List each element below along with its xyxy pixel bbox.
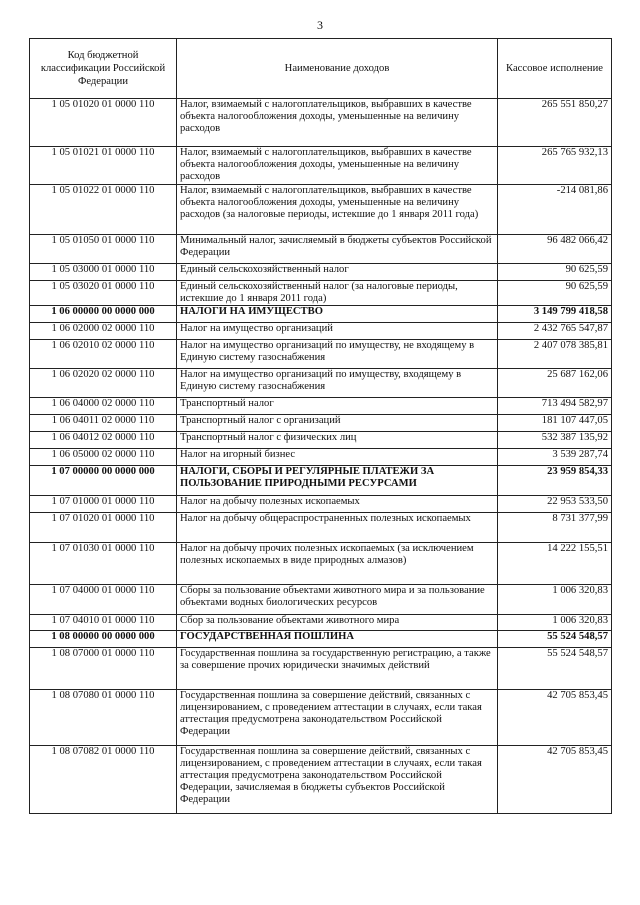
name-cell: Налог, взимаемый с налогоплательщиков, выбравших в качестве объекта налогообложения доходы, уменьшенные на величину расходов (за налоговые периоды, истекшие до 1 января 2011 года) (177, 185, 498, 235)
code-cell: 1 05 01020 01 0000 110 (30, 99, 177, 147)
name-cell: Налог на игорный бизнес (177, 449, 498, 466)
name-cell: НАЛОГИ НА ИМУЩЕСТВО (177, 306, 498, 323)
table-row (30, 185, 612, 235)
amount-cell: 22 953 533,50 (498, 496, 612, 513)
code-cell: 1 06 02020 02 0000 110 (30, 369, 177, 398)
table-row (30, 432, 612, 449)
name-cell: Транспортный налог с физических лиц (177, 432, 498, 449)
amount-cell: 14 222 155,51 (498, 543, 612, 585)
name-cell: Государственная пошлина за совершение действий, связанных с лицензированием, с проведением аттестации в случаях, если такая аттестация предусмотрена законодательством Российской Федерации, зачисляемая в бюджеты субъектов Российской Федерации (177, 746, 498, 814)
amount-cell: 1 006 320,83 (498, 615, 612, 631)
table-row (30, 615, 612, 631)
amount-cell: 90 625,59 (498, 264, 612, 281)
name-cell: Сборы за пользование объектами животного мира и за пользование объектами водных биологических ресурсов (177, 585, 498, 615)
table-row (30, 281, 612, 306)
table-row (30, 398, 612, 415)
name-cell: Налог, взимаемый с налогоплательщиков, выбравших в качестве объекта налогообложения доходы, уменьшенные на величину расходов (177, 99, 498, 147)
table-body (30, 99, 612, 814)
header-name: Наименование доходов (177, 39, 498, 99)
table-row (30, 648, 612, 690)
code-cell: 1 08 07082 01 0000 110 (30, 746, 177, 814)
table-row (30, 543, 612, 585)
table-row (30, 323, 612, 340)
table-row (30, 99, 612, 147)
name-cell: Минимальный налог, зачисляемый в бюджеты субъектов Российской Федерации (177, 235, 498, 264)
name-cell: Налог на добычу прочих полезных ископаемых (за исключением полезных ископаемых в виде природных алмазов) (177, 543, 498, 585)
name-cell: Налог на имущество организаций по имуществу, входящему в Единую систему газоснабжения (177, 369, 498, 398)
table-row (30, 690, 612, 746)
code-cell: 1 08 07000 01 0000 110 (30, 648, 177, 690)
name-cell: Налог на имущество организаций (177, 323, 498, 340)
code-cell: 1 05 01022 01 0000 110 (30, 185, 177, 235)
code-cell: 1 06 05000 02 0000 110 (30, 449, 177, 466)
name-cell: Транспортный налог (177, 398, 498, 415)
table-header-row (30, 39, 612, 99)
amount-cell: 23 959 854,33 (498, 466, 612, 496)
amount-cell: 3 539 287,74 (498, 449, 612, 466)
name-cell: Государственная пошлина за государственную регистрацию, а также за совершение прочих юридически значимых действий (177, 648, 498, 690)
code-cell: 1 05 01050 01 0000 110 (30, 235, 177, 264)
code-cell: 1 06 02010 02 0000 110 (30, 340, 177, 369)
code-cell: 1 08 00000 00 0000 000 (30, 631, 177, 648)
budget-revenue-table (29, 38, 612, 814)
amount-cell: 96 482 066,42 (498, 235, 612, 264)
header-amount: Кассовое исполнение (498, 39, 612, 99)
amount-cell: 8 731 377,99 (498, 513, 612, 543)
amount-cell: 532 387 135,92 (498, 432, 612, 449)
code-cell: 1 07 04000 01 0000 110 (30, 585, 177, 615)
code-cell: 1 05 03020 01 0000 110 (30, 281, 177, 306)
name-cell: Налог на имущество организаций по имуществу, не входящему в Единую систему газоснабжения (177, 340, 498, 369)
amount-cell: 2 432 765 547,87 (498, 323, 612, 340)
name-cell: Налог, взимаемый с налогоплательщиков, выбравших в качестве объекта налогообложения доходы, уменьшенные на величину расходов (177, 147, 498, 185)
name-cell: Единый сельскохозяйственный налог (за налоговые периоды, истекшие до 1 января 2011 года) (177, 281, 498, 306)
table-row (30, 264, 612, 281)
table-row (30, 466, 612, 496)
amount-cell: 90 625,59 (498, 281, 612, 306)
code-cell: 1 07 01000 01 0000 110 (30, 496, 177, 513)
code-cell: 1 07 01020 01 0000 110 (30, 513, 177, 543)
table-row (30, 415, 612, 432)
name-cell: Налог на добычу общераспространенных полезных ископаемых (177, 513, 498, 543)
code-cell: 1 08 07080 01 0000 110 (30, 690, 177, 746)
amount-cell: 3 149 799 418,58 (498, 306, 612, 323)
amount-cell: 42 705 853,45 (498, 690, 612, 746)
code-cell: 1 06 04011 02 0000 110 (30, 415, 177, 432)
amount-cell: 55 524 548,57 (498, 648, 612, 690)
name-cell: Налог на добычу полезных ископаемых (177, 496, 498, 513)
amount-cell: 2 407 078 385,81 (498, 340, 612, 369)
table-row (30, 369, 612, 398)
code-cell: 1 06 00000 00 0000 000 (30, 306, 177, 323)
amount-cell: 25 687 162,06 (498, 369, 612, 398)
amount-cell: 1 006 320,83 (498, 585, 612, 615)
table-row (30, 513, 612, 543)
code-cell: 1 06 04012 02 0000 110 (30, 432, 177, 449)
amount-cell: 55 524 548,57 (498, 631, 612, 648)
name-cell: Транспортный налог с организаций (177, 415, 498, 432)
amount-cell: 265 551 850,27 (498, 99, 612, 147)
table-row (30, 147, 612, 185)
code-cell: 1 06 02000 02 0000 110 (30, 323, 177, 340)
table-row (30, 496, 612, 513)
page-number: 3 (317, 18, 323, 32)
amount-cell: 265 765 932,13 (498, 147, 612, 185)
name-cell: НАЛОГИ, СБОРЫ И РЕГУЛЯРНЫЕ ПЛАТЕЖИ ЗА ПОЛЬЗОВАНИЕ ПРИРОДНЫМИ РЕСУРСАМИ (177, 466, 498, 496)
amount-cell: 42 705 853,45 (498, 746, 612, 814)
name-cell: Сбор за пользование объектами животного мира (177, 615, 498, 631)
code-cell: 1 06 04000 02 0000 110 (30, 398, 177, 415)
table-row (30, 746, 612, 814)
name-cell: Государственная пошлина за совершение действий, связанных с лицензированием, с проведением аттестации в случаях, если такая аттестация предусмотрена законодательством Российской Федерации (177, 690, 498, 746)
table-row (30, 340, 612, 369)
header-code: Код бюджетной классификации Российской Федерации (30, 39, 177, 99)
code-cell: 1 07 04010 01 0000 110 (30, 615, 177, 631)
table-row (30, 306, 612, 323)
table-row (30, 585, 612, 615)
table-row (30, 449, 612, 466)
amount-cell: 713 494 582,97 (498, 398, 612, 415)
name-cell: Единый сельскохозяйственный налог (177, 264, 498, 281)
name-cell: ГОСУДАРСТВЕННАЯ ПОШЛИНА (177, 631, 498, 648)
table-row (30, 235, 612, 264)
code-cell: 1 07 01030 01 0000 110 (30, 543, 177, 585)
code-cell: 1 07 00000 00 0000 000 (30, 466, 177, 496)
table-row (30, 631, 612, 648)
code-cell: 1 05 03000 01 0000 110 (30, 264, 177, 281)
amount-cell: -214 081,86 (498, 185, 612, 235)
code-cell: 1 05 01021 01 0000 110 (30, 147, 177, 185)
amount-cell: 181 107 447,05 (498, 415, 612, 432)
